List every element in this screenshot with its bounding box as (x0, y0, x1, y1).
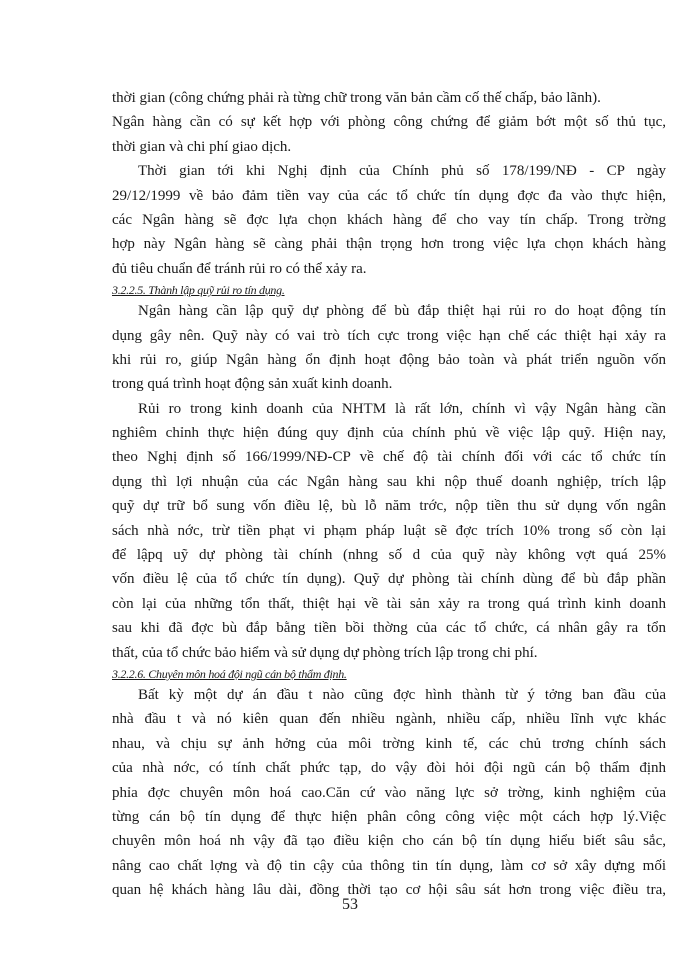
text-line: Rủi ro trong kinh doanh của NHTM là rất lớn, chính vì vậy Ngân hàng cần (138, 400, 666, 417)
text-line: đủ tiêu chuẩn để tránh rủi ro có thể xảy ra. (112, 260, 367, 277)
text-line: Bất kỳ một dự án đầu t nào cũng đợc hình thành từ ý tởng ban đầu của (138, 686, 666, 703)
text-line: chuyên môn hoá nh vậy đã tạo điều kiện cho cán bộ tín dụng hiểu biết sâu sắc, (112, 833, 666, 850)
text-line: theo Nghị định số 166/1999/NĐ-CP về chế độ tài chính đối với các tổ chức tín (112, 449, 666, 466)
text-line: thời gian (công chứng phải rà từng chữ trong văn bản cầm cố thế chấp, bảo lãnh). (112, 90, 601, 106)
text-line: khi rủi ro, giúp Ngân hàng ổn định hoạt động bảo toàn và phát triển nguồn vốn (112, 351, 666, 368)
text-line: để lậpq uỹ dự phòng tài chính (nhng số d của quỹ này không vợt quá 25% (112, 547, 666, 564)
section-heading: 3.2.2.6. Chuyên môn hoá đội ngũ cán bộ thẩm định. (112, 666, 347, 681)
text-line: hợp này Ngân hàng sẽ càng phải thận trọng hơn trong việc lựa chọn khách hàng (112, 236, 666, 253)
text-line: trong quá trình hoạt động sản xuất kinh doanh. (112, 376, 393, 393)
text-line: các Ngân hàng sẽ đợc lựa chọn khách hàng để cho vay tín chấp. Trong trờng (112, 211, 666, 228)
text-line: nhà đầu t và nó kiên quan đến nhiều ngành, nhiều cấp, nhiều lĩnh vực khác (112, 711, 666, 728)
text-line: 29/12/1999 về bảo đảm tiền vay của các tổ chức tín dụng đợc đa vào thực hiện, (112, 187, 666, 204)
text-line: nhau, và chịu sự ảnh hởng của môi trờng kinh tế, các chủ trơng chính sách (112, 735, 666, 752)
text-line: dụng thì lợi nhuận của các Ngân hàng sau khi nộp thuế doanh nghiệp, trích lập (112, 473, 666, 490)
text-line: nâng cao chất lợng và độ tin cậy của thông tin tín dụng, làm cơ sở xây dựng mối (112, 857, 666, 874)
page-number: 53 (342, 896, 358, 913)
text-line: còn lại của những tổn thất, thiệt hại về tài sản xảy ra trong quá trình kinh doanh (112, 595, 666, 612)
text-line: sách nhà nớc, trừ tiền phạt vi phạm pháp luật sẽ đợc trích 10% trong số còn lại (112, 522, 666, 539)
text-line: quỹ dự trữ bổ sung vốn điều lệ, bù lỗ năm trớc, nộp tiền thu sử dụng vốn ngân (112, 498, 666, 515)
text-line: Ngân hàng cần có sự kết hợp với phòng công chứng để giảm bớt một số thủ tục, (112, 114, 666, 131)
document-body (112, 86, 666, 903)
text-line: Ngân hàng cần lập quỹ dự phòng để bù đắp thiệt hại rủi ro do hoạt động tín (138, 303, 666, 320)
text-line: phỉa đợc chuyên môn hoá cao.Căn cứ vào năng lực sở trờng, kinh nghiệm của (112, 784, 666, 801)
text-line: thời gian và chi phí giao dịch. (112, 138, 292, 155)
text-line: từng cán bộ tín dụng để thực hiện phân công công việc một cách hợp lý.Việc (112, 808, 666, 825)
text-line: nghiêm chỉnh thực hiện đúng quy định của chính phủ về việc lập quỹ. Hiện nay, (112, 425, 666, 442)
text-line: dụng gây nên. Quỹ này có vai trò tích cực trong việc hạn chế các thiệt hại xảy ra (112, 327, 666, 344)
text-line: thất, của tổ chức bảo hiểm và sử dụng dự phòng trích lập trong chi phí. (112, 644, 538, 661)
section-heading: 3.2.2.5. Thành lập quỹ rủi ro tín dụng. (112, 283, 285, 298)
text-line: của nhà nớc, có tính chất phức tạp, do vậy đòi hỏi đội ngũ cán bộ thẩm định (112, 760, 666, 777)
text-line: vốn điều lệ của tổ chức tín dụng). Quỹ dự phòng tài chính dùng để bù đắp phần (112, 571, 666, 588)
text-line: Thời gian tới khi Nghị định của Chính phủ số 178/199/NĐ - CP ngày (138, 163, 666, 180)
text-line: sau khi đã đợc bù đắp bằng tiền bồi thờng của các tổ chức, cá nhân gây ra tổn (112, 620, 666, 637)
text-line: quan hệ khách hàng lâu dài, đồng thời tạo cơ hội sâu sát hơn trong việc điều tra, (112, 882, 666, 899)
